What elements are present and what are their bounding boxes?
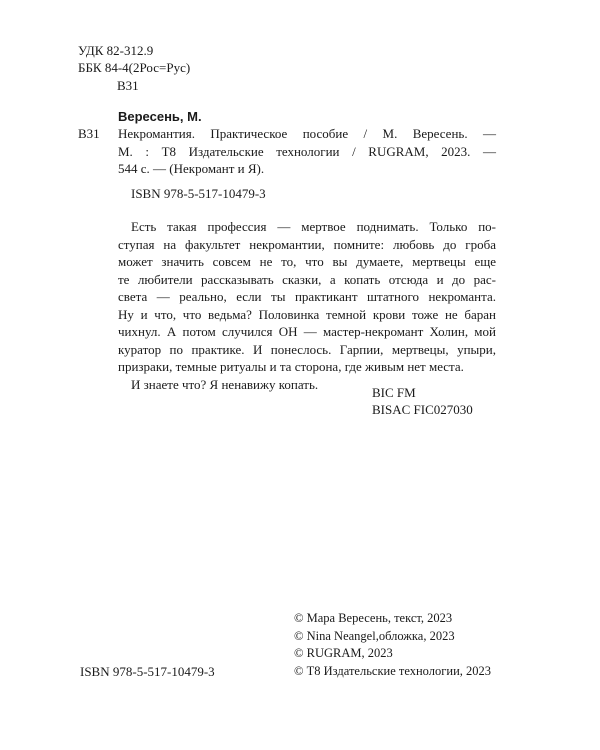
annotation-line: призраки, темные ритуалы и та сторона, где живым нет места. bbox=[118, 359, 464, 374]
udk-code: УДК 82-312.9 bbox=[78, 43, 154, 58]
annotation-line: чихнул. А потом случился ОН — мастер-некромант Холин, мой bbox=[118, 324, 496, 339]
copyright-line: © Мара Вересень, текст, 2023 bbox=[294, 611, 453, 625]
bbk-code: ББК 84-4(2Рос=Рус) bbox=[78, 60, 191, 75]
annotation-line: те любители рассказывать сказки, а копать отсюда и до рас- bbox=[118, 271, 496, 287]
isbn-top: ISBN 978-5-517-10479-3 bbox=[131, 186, 266, 201]
annotation-line: И знаете что? Я ненавижу копать. bbox=[131, 376, 319, 392]
bibliography-line: 544 с. — (Некромант и Я). bbox=[118, 161, 265, 176]
isbn-bottom: ISBN 978-5-517-10479-3 bbox=[80, 664, 215, 679]
annotation-line: Есть такая профессия — мертвое поднимать. Только по- bbox=[131, 219, 496, 234]
annotation-line: света — реально, если ты практикант штатного некроманта. bbox=[118, 289, 496, 304]
bibliography-line: М. : Т8 Издательские технологии / RUGRAM, 2023. — bbox=[118, 143, 496, 159]
annotation-line: ступая на факультет некромантии, помните: любовь до гроба bbox=[118, 236, 496, 252]
copyright-line: © RUGRAM, 2023 bbox=[294, 646, 393, 660]
annotation bbox=[118, 218, 496, 393]
annotation-line: Ну и что, что ведьма? Половинка темной крови тоже не баран bbox=[118, 306, 496, 322]
author-sign-code: В31 bbox=[117, 78, 139, 93]
annotation-line: куратор по практике. И понеслось. Гарпии, мертвецы, упыри, bbox=[118, 341, 496, 357]
bibliography-line: Некромантия. Практическое пособие / М. Вересень. — bbox=[118, 126, 496, 141]
bisac-code: BISAC FIC027030 bbox=[372, 402, 473, 417]
bibliographic-description bbox=[118, 125, 496, 178]
copyright-line: © Т8 Издательские технологии, 2023 bbox=[294, 663, 492, 678]
copyright-line: © Nina Neangel,обложка, 2023 bbox=[294, 628, 455, 643]
copyright-block bbox=[294, 610, 491, 680]
author-name: Вересень, М. bbox=[118, 109, 202, 124]
bic-code: BIC FM bbox=[372, 385, 416, 400]
bibliography-code: В31 bbox=[78, 126, 100, 141]
annotation-line: может значить совсем не то, что вы думаете, мертвецы еще bbox=[118, 254, 496, 269]
